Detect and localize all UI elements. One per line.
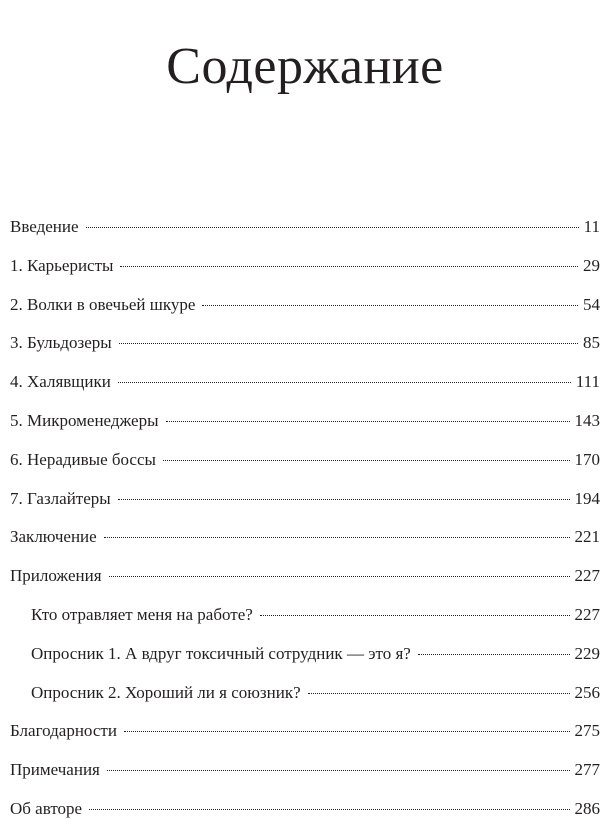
toc-entry-label: Приложения xyxy=(10,566,102,586)
toc-entry-page: 54 xyxy=(583,294,600,314)
dot-leader xyxy=(107,770,570,771)
toc-entry-page: 11 xyxy=(583,217,600,236)
toc-entry-page: 170 xyxy=(574,449,600,469)
toc-entry-label: Опросник 1. А вдруг токсичный сотрудник — это я? xyxy=(31,643,411,663)
toc-subentry-questionnaire-1 xyxy=(10,641,600,680)
toc-entry-chapter-1 xyxy=(10,253,600,292)
toc-entry-chapter-4 xyxy=(10,369,600,408)
toc-subentry-questionnaire-2 xyxy=(10,680,600,719)
toc-entry-page: 256 xyxy=(574,682,600,702)
dot-leader xyxy=(163,460,570,461)
toc-entry-page: 221 xyxy=(574,527,600,547)
toc-entry-chapter-2 xyxy=(10,292,600,331)
toc-entry-notes xyxy=(10,757,600,796)
toc-entry-label: 1. Карьеристы xyxy=(10,255,114,275)
toc-entry-page: 277 xyxy=(574,760,600,780)
toc-entry-page: 85 xyxy=(583,333,600,353)
toc-entry-page: 227 xyxy=(574,604,600,624)
toc-entry-chapter-5 xyxy=(10,408,600,447)
toc-entry-page: 194 xyxy=(574,488,600,508)
toc-entry-label: 6. Нерадивые боссы xyxy=(10,449,156,469)
toc-entry-page: 229 xyxy=(574,643,600,663)
toc-entry-label: 5. Микроменеджеры xyxy=(10,410,159,430)
dot-leader xyxy=(124,731,570,732)
toc-entry-label: 4. Халявщики xyxy=(10,372,111,392)
toc-entry-chapter-7 xyxy=(10,486,600,525)
toc-entry-chapter-6 xyxy=(10,447,600,486)
toc-entry-label: Кто отравляет меня на работе? xyxy=(31,604,253,624)
dot-leader xyxy=(119,343,578,344)
toc-entry-label: Об авторе xyxy=(10,798,83,818)
toc-entry-chapter-3 xyxy=(10,330,600,369)
toc-entry-page: 286 xyxy=(574,798,600,818)
toc-entry-label: Благодарности xyxy=(10,721,117,741)
toc-subentry-who-poisons xyxy=(10,602,600,641)
dot-leader xyxy=(104,537,570,538)
toc-entry-label: Введение xyxy=(10,217,79,236)
toc-entry-acknowledgements xyxy=(10,718,600,757)
toc-entry-page: 29 xyxy=(583,255,600,275)
dot-leader xyxy=(89,809,569,810)
toc-entry-label: 2. Волки в овечьей шкуре xyxy=(10,294,196,314)
page-title: Содержание xyxy=(166,37,444,95)
toc-entry-label: Опросник 2. Хороший ли я союзник? xyxy=(31,682,301,702)
toc-entry-label: 7. Газлайтеры xyxy=(10,488,111,508)
dot-leader xyxy=(86,227,579,228)
dot-leader xyxy=(118,382,571,383)
dot-leader xyxy=(166,421,570,422)
toc-entry-introduction xyxy=(10,214,600,253)
toc-entry-label: Заключение xyxy=(10,527,97,547)
dot-leader xyxy=(202,305,578,306)
toc-entry-appendices xyxy=(10,563,600,602)
table-of-contents xyxy=(10,214,600,835)
dot-leader xyxy=(109,576,570,577)
dot-leader xyxy=(418,654,570,655)
toc-entry-label: 3. Бульдозеры xyxy=(10,333,112,353)
dot-leader xyxy=(120,266,578,267)
toc-entry-page: 227 xyxy=(574,566,600,586)
toc-entry-page: 111 xyxy=(575,372,600,392)
toc-entry-page: 275 xyxy=(574,721,600,741)
dot-leader xyxy=(308,693,570,694)
dot-leader xyxy=(118,499,570,500)
toc-entry-label: Примечания xyxy=(10,760,100,780)
toc-entry-conclusion xyxy=(10,524,600,563)
toc-entry-about-author xyxy=(10,796,600,835)
dot-leader xyxy=(260,615,570,616)
toc-entry-page: 143 xyxy=(574,410,600,430)
